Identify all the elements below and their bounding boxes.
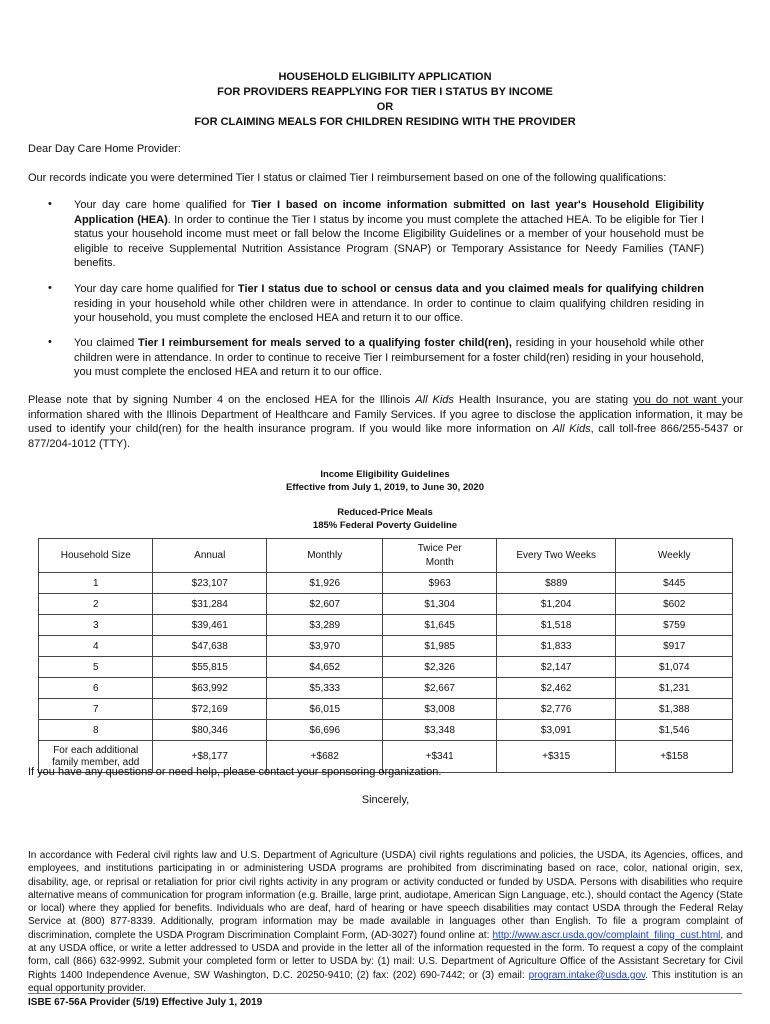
bullet-item — [74, 336, 704, 380]
program-intake-email-link[interactable]: program.intake@usda.gov — [528, 969, 646, 981]
table-cell: +$341 — [383, 741, 496, 773]
column-header-text: Twice Per Month — [417, 542, 462, 568]
guidelines-effective: Effective from July 1, 2019, to June 30, 2020 — [285, 482, 484, 493]
table-cell: 8 — [39, 720, 153, 741]
bullet-text: residing in your household while other children were in attendance. In order to continue to receive Tier I reimbursement for a foster child(ren) residing in your household, you must complete the enclosed HEA and return it to our office. — [74, 337, 705, 378]
table-cell: $3,289 — [266, 615, 383, 636]
table-cell: $72,169 — [153, 699, 266, 720]
title-line: OR — [376, 101, 394, 113]
note-text: your information shared with the Illinois Department of Healthcare and Family Services. If you agree to disclose the application information, it may be used to identify your child(ren) for the health insurance program. If you would like more information on — [28, 394, 743, 435]
table-cell: $23,107 — [153, 573, 266, 594]
table-cell: +$682 — [266, 741, 383, 773]
salutation: Dear Day Care Home Provider: — [28, 143, 181, 155]
all-kids-label: All Kids — [552, 423, 591, 435]
table-cell: $1,231 — [616, 678, 733, 699]
guidelines-title: Income Eligibility Guidelines — [320, 469, 450, 480]
civil-rights-statement — [28, 849, 743, 995]
table-cell: 3 — [39, 615, 153, 636]
table-cell: $602 — [616, 594, 733, 615]
table-cell: $3,970 — [266, 636, 383, 657]
bullet-text: Your day care home qualified for — [74, 283, 238, 295]
title-line: FOR CLAIMING MEALS FOR CHILDREN RESIDING WITH THE PROVIDER — [194, 116, 576, 128]
table-cell: $759 — [616, 615, 733, 636]
table-cell: +$315 — [496, 741, 616, 773]
table-cell: $31,284 — [153, 594, 266, 615]
table-row — [39, 720, 733, 741]
table-cell: $80,346 — [153, 720, 266, 741]
closing: Sincerely, — [361, 794, 410, 806]
guidelines-subheading — [0, 506, 770, 532]
table-cell: $889 — [496, 573, 616, 594]
column-header: Annual — [153, 539, 266, 573]
table-cell: $3,091 — [496, 720, 616, 741]
table-cell: $63,992 — [153, 678, 266, 699]
column-header — [383, 539, 496, 573]
bullet-bold-text: Tier I based on income information submitted on last year's Household Eligibility Application (HEA) — [74, 199, 704, 226]
table-cell: $1,985 — [383, 636, 496, 657]
bullet-icon: • — [48, 198, 52, 210]
bullet-icon: • — [48, 336, 52, 348]
bullet-bold-text: Tier I reimbursement for meals served to a qualifying foster child(ren), — [138, 337, 512, 349]
table-cell: $1,074 — [616, 657, 733, 678]
table-cell: 2 — [39, 594, 153, 615]
table-row — [39, 573, 733, 594]
table-cell: $55,815 — [153, 657, 266, 678]
table-cell: $6,015 — [266, 699, 383, 720]
civil-rights-text: In accordance with Federal civil rights law and U.S. Department of Agriculture (USDA) civil rights regulations and policies, the USDA, its Agencies, offices, and employees, and institutions participating in or administering USDA programs are prohibited from discriminating based on race, color, national origin, sex, disability, age, or reprisal or retaliation for prior civil rights activity in any program or activity conducted or funded by USDA. Persons with disabilities who require alternative means of communication for program information (e.g. Braille, large print, audiotape, American Sign Language, etc.), should contact the Agency (State or local) where they applied for benefits. Individuals who are deaf, hard of hearing or have speech disabilities may contact USDA through the Federal Relay Service at (800) 877-8339. Additionally, program information may be made available in languages other than English. To file a program complaint of discrimination, complete the USDA Program Discrimination Complaint Form, (AD-3027) found online at: — [28, 850, 743, 941]
poverty-guideline-label: 185% Federal Poverty Guideline — [312, 520, 458, 531]
table-cell: 4 — [39, 636, 153, 657]
table-cell: $6,696 — [266, 720, 383, 741]
table-cell: 6 — [39, 678, 153, 699]
table-row — [39, 699, 733, 720]
table-cell: $1,645 — [383, 615, 496, 636]
column-header: Weekly — [616, 539, 733, 573]
guidelines-heading — [0, 468, 770, 494]
table-cell: $963 — [383, 573, 496, 594]
table-cell: $2,462 — [496, 678, 616, 699]
footer-divider — [28, 993, 742, 994]
note-text: Please note that by signing Number 4 on the enclosed HEA for the Illinois — [28, 394, 416, 406]
intro-paragraph: Our records indicate you were determined Tier I status or claimed Tier I reimbursement based on one of the following qualifications: — [28, 172, 667, 184]
document-title — [0, 70, 770, 130]
bullet-item — [74, 282, 704, 326]
table-cell: $47,638 — [153, 636, 266, 657]
civil-rights-text: . This institution is an equal opportunity provider. — [28, 969, 743, 994]
additional-member-label: For each additional family member, add — [52, 744, 140, 768]
table-cell: $1,304 — [383, 594, 496, 615]
column-header: Monthly — [266, 539, 383, 573]
table-row — [39, 678, 733, 699]
bullet-text: residing in your household while other children were in attendance. In order to continue to claim qualifying children residing in your household, you must complete the enclosed HEA and return it to our office. — [74, 297, 704, 324]
table-cell: $1,833 — [496, 636, 616, 657]
table-row — [39, 636, 733, 657]
income-eligibility-table — [38, 538, 733, 773]
table-cell: $1,204 — [496, 594, 616, 615]
bullet-bold-text: Tier I status due to school or census data and you claimed meals for qualifying children — [237, 283, 704, 295]
table-cell: +$158 — [616, 741, 733, 773]
note-underlined-text: you do not want — [633, 394, 722, 406]
all-kids-label: All Kids — [415, 394, 454, 406]
table-cell: $39,461 — [153, 615, 266, 636]
table-cell: $2,147 — [496, 657, 616, 678]
table-cell: 7 — [39, 699, 153, 720]
all-kids-note — [28, 393, 743, 451]
title-line: FOR PROVIDERS REAPPLYING FOR TIER I STATUS BY INCOME — [217, 86, 553, 98]
title-line: HOUSEHOLD ELIGIBILITY APPLICATION — [278, 71, 492, 83]
note-text: Health Insurance, you are stating — [453, 394, 634, 406]
table-cell: $2,326 — [383, 657, 496, 678]
table-cell: 5 — [39, 657, 153, 678]
table-cell: $1,926 — [266, 573, 383, 594]
table-cell: $1,518 — [496, 615, 616, 636]
table-row — [39, 615, 733, 636]
table-cell: $1,546 — [616, 720, 733, 741]
bullet-text: . In order to continue the Tier I status by income you must complete the attached HEA. To be eligible for Tier I status your household income must meet or fall below the Income Eligibility Guidelines or a member of your household must be eligible to receive Supplemental Nutrition Assistance Program (SNAP) or Temporary Assistance for Needy Families (TANF) benefits. — [74, 213, 704, 269]
bullet-item — [74, 198, 704, 271]
civil-rights-text: , and at any USDA office, or write a letter addressed to USDA and provide in the letter all of the information requested in the form. To request a copy of the complaint form, call (866) 632-9992. Submit your completed form or letter to USDA by: (1) mail: U.S. Department of Agriculture Office of the Assistant Secretary for Civil Rights 1400 Independence Avenue, SW Washington, D.C. 20250-9410; (2) fax: (202) 690-7442; or (3) email: — [28, 929, 743, 981]
table-row — [39, 594, 733, 615]
bullet-text: Your day care home qualified for — [74, 199, 252, 211]
table-cell: $445 — [616, 573, 733, 594]
questions-paragraph: If you have any questions or need help, please contact your sponsoring organization. — [28, 766, 442, 778]
table-cell: $3,008 — [383, 699, 496, 720]
table-cell: $2,776 — [496, 699, 616, 720]
table-cell: $3,348 — [383, 720, 496, 741]
column-header: Household Size — [39, 539, 153, 573]
table-cell: +$8,177 — [153, 741, 266, 773]
table-cell: $1,388 — [616, 699, 733, 720]
bullet-icon: • — [48, 282, 52, 294]
reduced-price-label: Reduced-Price Meals — [337, 507, 433, 518]
form-footer: ISBE 67-56A Provider (5/19) Effective July 1, 2019 — [28, 997, 263, 1008]
bullet-text: You claimed — [74, 337, 139, 349]
table-row — [39, 657, 733, 678]
table-cell: $917 — [616, 636, 733, 657]
table-header-row — [39, 539, 733, 573]
complaint-form-link[interactable]: http://www.ascr.usda.gov/complaint_filing_cust.html — [492, 929, 721, 941]
table-cell: $5,333 — [266, 678, 383, 699]
table-cell: 1 — [39, 573, 153, 594]
table-cell: $2,667 — [383, 678, 496, 699]
table-cell: $2,607 — [266, 594, 383, 615]
note-text: , call toll-free 866/255-5437 or 877/204-1012 (TTY). — [28, 423, 743, 450]
column-header: Every Two Weeks — [496, 539, 616, 573]
table-cell: $4,652 — [266, 657, 383, 678]
